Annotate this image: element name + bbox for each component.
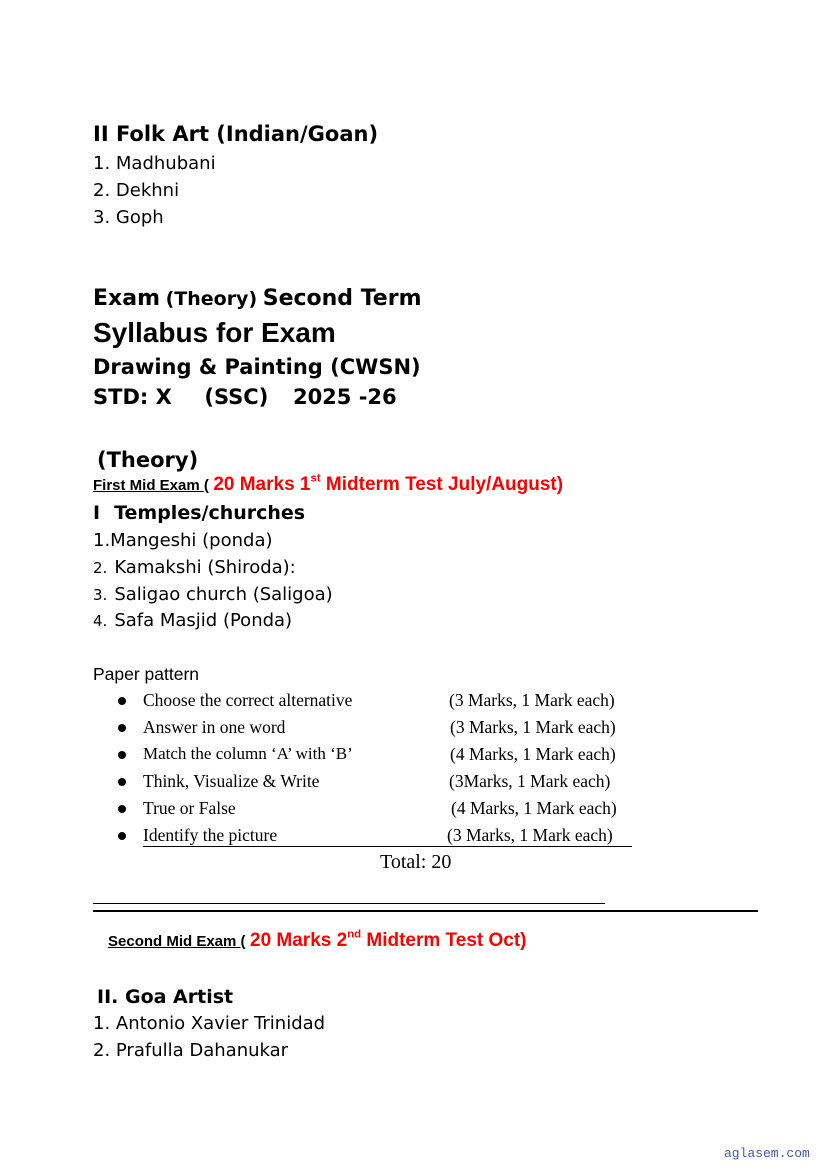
second-mid-line <box>108 930 527 952</box>
pattern-label: Choose the correct alternative <box>143 690 353 710</box>
bullet-icon <box>118 697 126 705</box>
pattern-label: Think, Visualize & Write <box>143 771 320 791</box>
first-mid-marks: 20 Marks 1st Midterm Test July/August) <box>213 472 564 495</box>
temple-item: 2. Kamakshi (Shiroda): <box>93 557 296 578</box>
underline-rule <box>143 846 632 847</box>
board-label: (SSC) <box>204 385 269 409</box>
pattern-marks: (3 Marks, 1 Mark each) <box>447 825 613 845</box>
paper-pattern-title: Paper pattern <box>93 664 200 684</box>
pattern-marks: (3 Marks, 1 Mark each) <box>450 717 616 737</box>
pattern-marks: (3 Marks, 1 Mark each) <box>449 690 615 710</box>
second-term: Second Term <box>262 286 422 311</box>
artist-item: 2. Prafulla Dahanukar <box>93 1040 289 1061</box>
pattern-marks: (4 Marks, 1 Mark each) <box>451 798 617 818</box>
pattern-label: Match the column ‘A’ with ‘B’ <box>143 744 353 763</box>
second-mid-label: Second Mid Exam <box>108 933 241 950</box>
std-line <box>93 385 397 409</box>
divider-line <box>93 903 605 904</box>
folk-art-item: 1. Madhubani <box>93 153 216 174</box>
theory-label: (Theory) <box>97 448 199 472</box>
pattern-label: Answer in one word <box>143 717 286 737</box>
bullet-icon <box>118 751 126 759</box>
pattern-label: Identify the picture <box>143 825 278 845</box>
bullet-icon <box>118 805 126 813</box>
bullet-icon <box>118 778 126 786</box>
temple-item: 3. Saligao church (Saligoa) <box>93 584 333 605</box>
pattern-marks: (4 Marks, 1 Mark each) <box>450 744 616 764</box>
year-label: 2025 -26 <box>292 385 397 409</box>
folk-art-heading: II Folk Art (Indian/Goan) <box>93 122 379 146</box>
bullet-icon <box>118 832 126 840</box>
first-mid-line <box>93 474 563 496</box>
exam-word: Exam <box>93 286 160 311</box>
goa-artist-heading: II. Goa Artist <box>97 986 234 1008</box>
first-mid-paren: ( <box>203 477 209 494</box>
second-mid-marks: 20 Marks 2nd Midterm Test Oct) <box>250 928 527 951</box>
syllabus-title: Syllabus for Exam <box>93 317 336 348</box>
folk-art-item: 2. Dekhni <box>93 180 180 201</box>
total-marks: Total: 20 <box>380 851 452 873</box>
first-mid-label: First Mid Exam <box>93 477 204 494</box>
artist-item: 1. Antonio Xavier Trinidad <box>93 1013 326 1034</box>
subject-title: Drawing & Painting (CWSN) <box>93 355 421 379</box>
divider-line-thick <box>93 910 758 912</box>
std-label: STD: X <box>93 385 172 409</box>
temples-heading: I Temples/churches <box>93 502 306 524</box>
temple-item: 4. Safa Masjid (Ponda) <box>93 610 293 631</box>
exam-title-line <box>93 286 422 311</box>
footer-site-link[interactable]: aglasem.com <box>724 1146 810 1161</box>
folk-art-item: 3. Goph <box>93 207 164 228</box>
bullet-icon <box>118 724 126 732</box>
pattern-label: True or False <box>143 798 236 818</box>
theory-paren: (Theory) <box>165 288 258 310</box>
temple-item: 1.Mangeshi (ponda) <box>93 530 273 551</box>
pattern-marks: (3Marks, 1 Mark each) <box>449 771 611 791</box>
second-mid-paren: ( <box>240 933 246 950</box>
